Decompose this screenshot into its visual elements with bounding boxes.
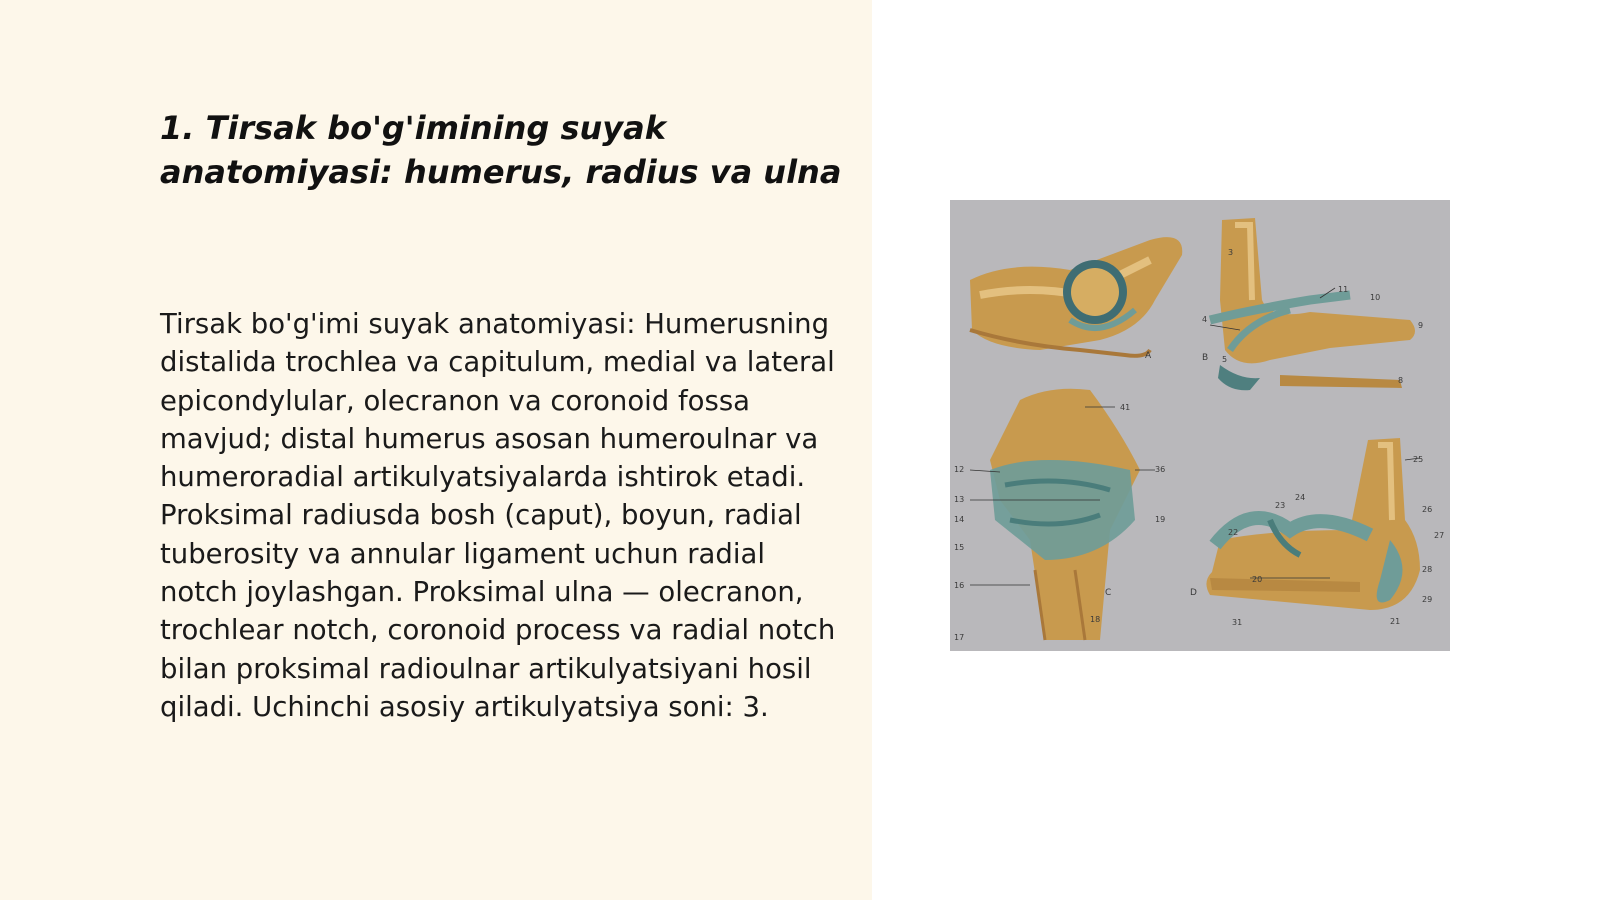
slide-body-text: Tirsak bo'g'imi suyak anatomiyasi: Humerusning distalida trochlea va capitulum, medial va lateral epicondylular, olecranon va coronoid fossa mavjud; distal humerus asosan humeroulnar va humeroradial artikulyatsiyalarda ishtirok etadi. Proksimal radiusda bosh (caput), boyun, radial tuberosity va annular ligament uchun radial notch joylashgan. Proksimal ulna — olecranon, trochlear notch, coronoid process va radial notch bilan proksimal radioulnar artikulyatsiyani hosil qiladi. Uchinchi asosiy artikulyatsiya soni: 3. <box>160 308 836 723</box>
label-number: 31 <box>1232 618 1243 627</box>
label-number: 28 <box>1422 565 1433 574</box>
label-number: 16 <box>954 581 965 590</box>
slide-title: 1. Tirsak bo'g'imining suyak anatomiyasi: humerus, radius va ulna <box>160 109 842 191</box>
label-panel-c: C <box>1105 588 1112 598</box>
label-number: 5 <box>1222 355 1228 364</box>
label-number: 25 <box>1413 455 1424 464</box>
label-number: 20 <box>1252 575 1263 584</box>
label-number: 3 <box>1228 248 1234 257</box>
label-number: 26 <box>1422 505 1433 514</box>
label-number: 12 <box>954 465 965 474</box>
label-number: 24 <box>1295 493 1306 502</box>
label-number: 10 <box>1370 293 1381 302</box>
label-number: 22 <box>1228 528 1239 537</box>
label-panel-b: B <box>1202 353 1209 363</box>
label-number: 36 <box>1155 465 1166 474</box>
label-number: 14 <box>954 515 965 524</box>
label-panel-d: D <box>1190 588 1197 598</box>
label-number: 21 <box>1390 617 1401 626</box>
label-number: 11 <box>1338 285 1349 294</box>
label-number: 19 <box>1155 515 1166 524</box>
label-number: 27 <box>1434 531 1445 540</box>
label-number: 4 <box>1202 315 1208 324</box>
elbow-anatomy-illustration <box>950 200 1450 651</box>
label-number: 17 <box>954 633 965 642</box>
elbow-anatomy-drawing <box>950 200 1450 651</box>
label-number: 15 <box>954 543 965 552</box>
label-number: 23 <box>1275 501 1286 510</box>
label-number: 29 <box>1422 595 1433 604</box>
label-number: 41 <box>1120 403 1131 412</box>
label-number: 18 <box>1090 615 1101 624</box>
label-number: 13 <box>954 495 965 504</box>
label-number: 8 <box>1398 376 1404 385</box>
label-number: 9 <box>1418 321 1424 330</box>
label-panel-a: A <box>1145 351 1152 361</box>
